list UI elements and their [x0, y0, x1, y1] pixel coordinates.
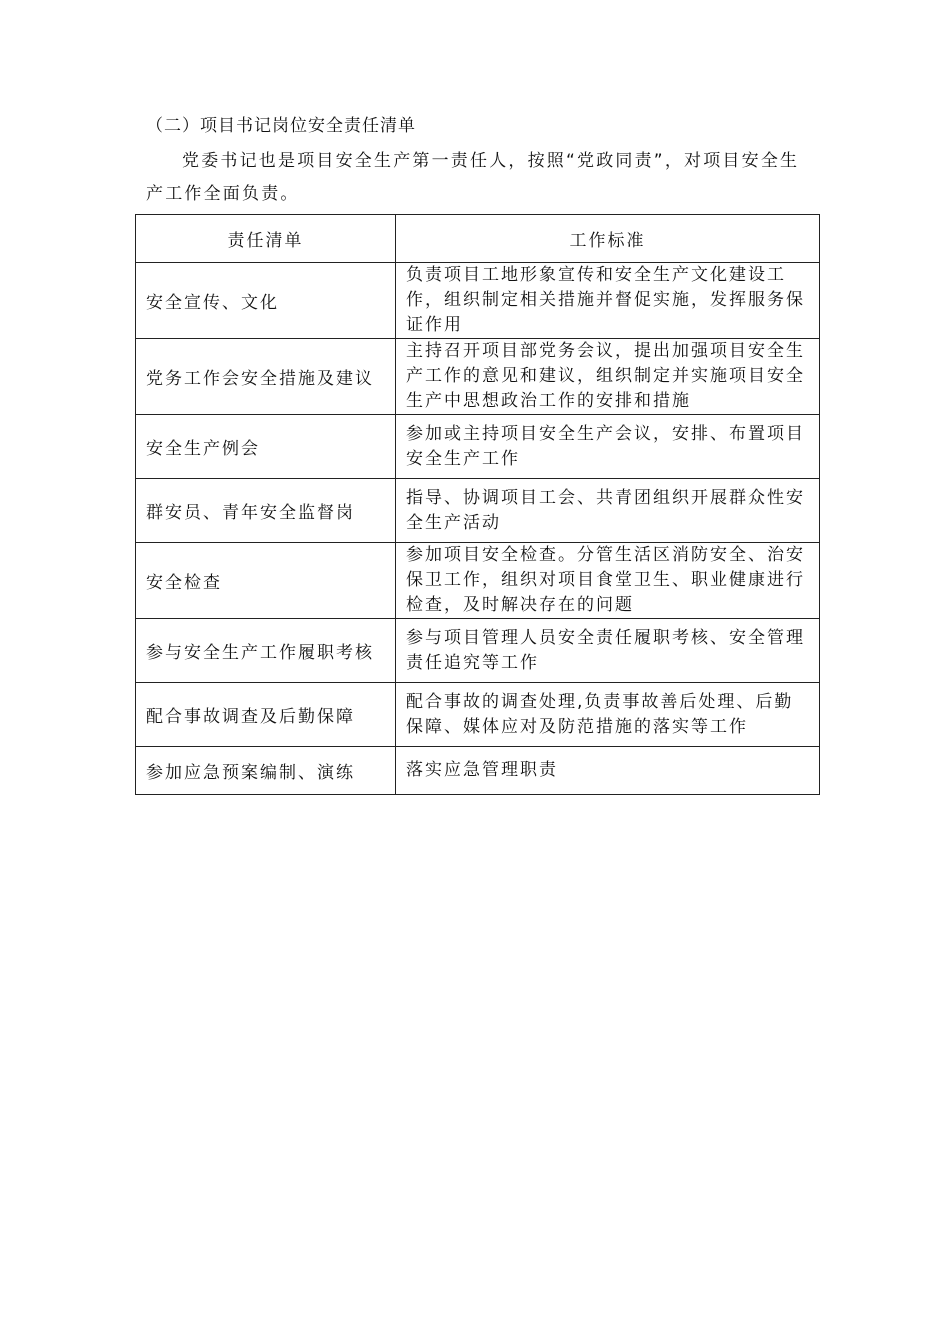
table-row	[136, 263, 820, 339]
row-item: 党务工作会安全措施及建议	[136, 339, 396, 415]
table-row	[136, 543, 820, 619]
row-item: 参加应急预案编制、演练	[136, 747, 396, 795]
row-standard: 指导、协调项目工会、共青团组织开展群众性安全生产活动	[396, 479, 820, 543]
row-item: 安全生产例会	[136, 415, 396, 479]
row-standard: 落实应急管理职责	[396, 747, 820, 795]
table-row	[136, 747, 820, 795]
row-standard: 配合事故的调查处理,负责事故善后处理、后勤保障、媒体应对及防范措施的落实等工作	[396, 683, 820, 747]
header-work-standard: 工作标准	[396, 215, 820, 263]
row-item: 参与安全生产工作履职考核	[136, 619, 396, 683]
table-row	[136, 619, 820, 683]
row-standard: 参加项目安全检查。分管生活区消防安全、治安保卫工作，组织对项目食堂卫生、职业健康进行检查，及时解决存在的问题	[396, 543, 820, 619]
table-row	[136, 683, 820, 747]
row-standard: 负责项目工地形象宣传和安全生产文化建设工作，组织制定相关措施并督促实施，发挥服务保证作用	[396, 263, 820, 339]
header-responsibility-list: 责任清单	[136, 215, 396, 263]
table-row	[136, 339, 820, 415]
row-standard: 参加或主持项目安全生产会议，安排、布置项目安全生产工作	[396, 415, 820, 479]
table-row	[136, 415, 820, 479]
intro-paragraph: 党委书记也是项目安全生产第一责任人，按照“党政同责”，对项目安全生产工作全面负责。	[146, 151, 800, 204]
row-standard: 参与项目管理人员安全责任履职考核、安全管理责任追究等工作	[396, 619, 820, 683]
row-item: 安全检查	[136, 543, 396, 619]
row-item: 配合事故调查及后勤保障	[136, 683, 396, 747]
section-heading: （二）项目书记岗位安全责任清单	[146, 116, 416, 136]
row-item: 安全宣传、文化	[136, 263, 396, 339]
table-row	[136, 479, 820, 543]
table-header-row	[136, 215, 820, 263]
responsibility-table	[135, 214, 820, 795]
row-standard: 主持召开项目部党务会议，提出加强项目安全生产工作的意见和建议，组织制定并实施项目安全生产中思想政治工作的安排和措施	[396, 339, 820, 415]
row-item: 群安员、青年安全监督岗	[136, 479, 396, 543]
